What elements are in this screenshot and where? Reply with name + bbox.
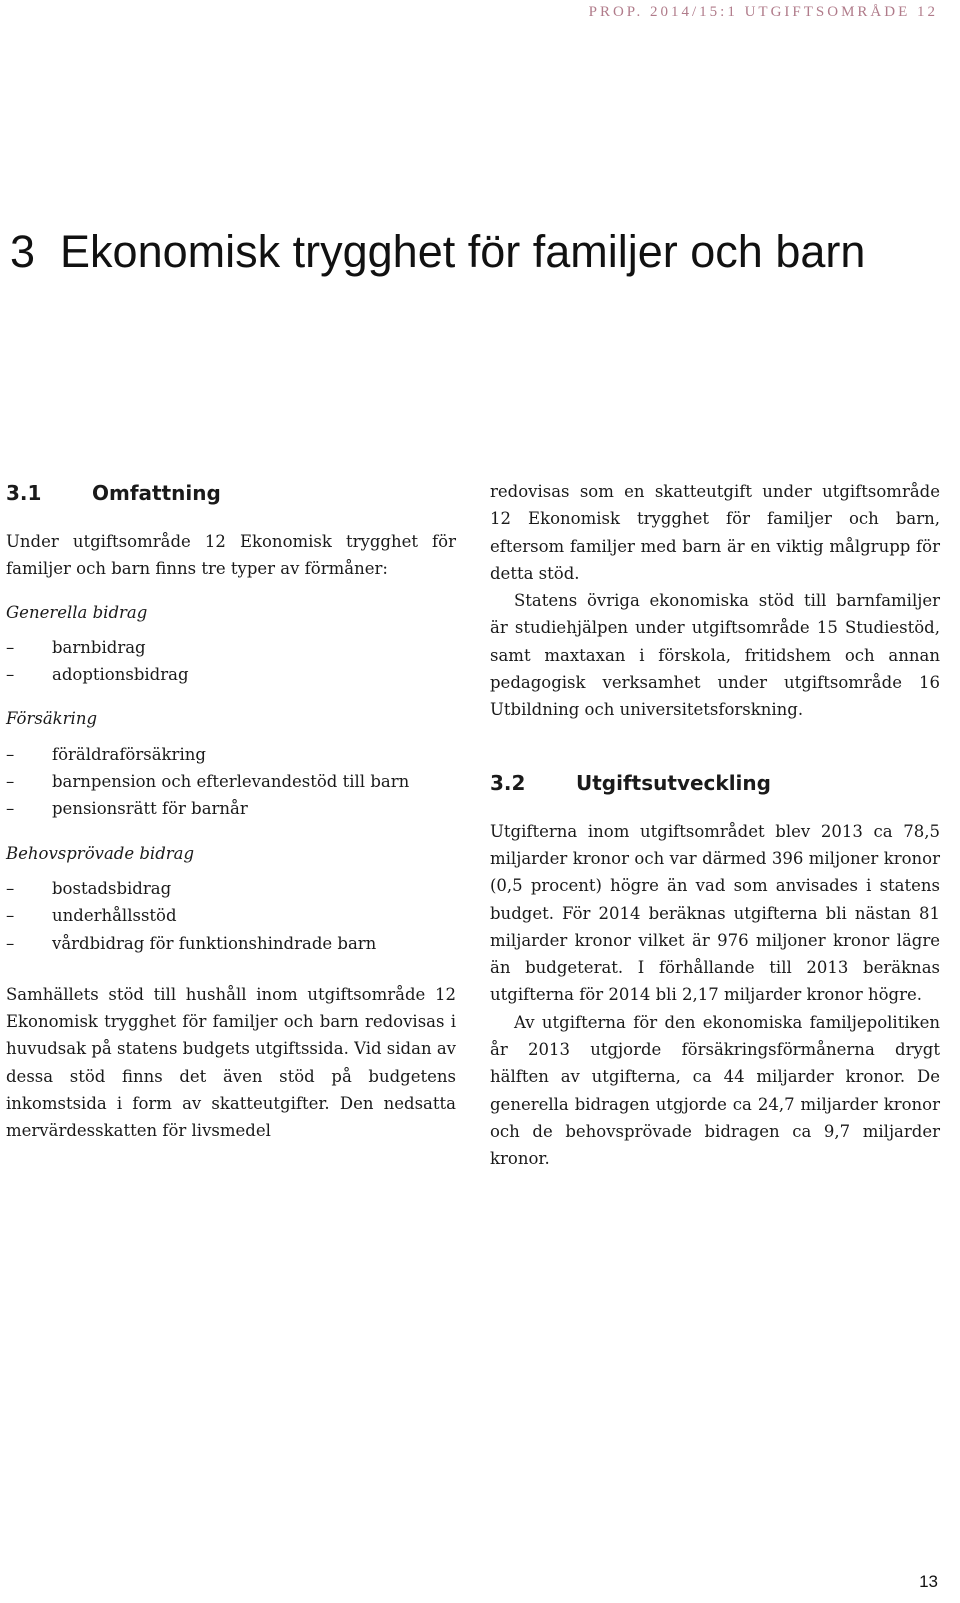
left-column [6,478,456,1145]
section-heading-utgiftsutveckling [490,768,940,798]
list-dash: – [6,906,15,926]
list-item [6,875,456,902]
section-number: 3.1 [6,481,42,505]
section-title: Omfattning [92,481,221,505]
list-item [6,930,456,957]
list-dash: – [6,744,15,764]
list-item-text: pensionsrätt för barnår [52,799,248,819]
section-number: 3.2 [490,770,526,795]
right-column [490,478,940,1173]
list-dash: – [6,878,15,898]
list-item-text: adoptionsbidrag [52,665,189,685]
section-heading-omfattning [6,478,456,508]
paragraph-samhallets-stod: Samhällets stöd till hushåll inom utgiftsområde 12 Ekonomisk trygghet för familjer och barn redovisas i huvudsak på statens budgets utgiftssida. Vid sidan av dessa stöd finns det även stöd på budgetens inkomstsida i form av skatteutgifter. Den nedsatta mervärdesskatten för livsmedel [6,984,456,1141]
list-dash: – [6,665,15,685]
chapter-title [10,226,865,278]
benefit-group [6,599,456,689]
chapter-title-text: Ekonomisk trygghet för familjer och barn [60,226,866,277]
benefit-group-label: Behovsprövade bidrag [6,843,195,863]
benefit-group [6,840,456,957]
list-item [6,661,456,688]
list-item-text: barnbidrag [52,637,146,657]
paragraph-utgifterna: Utgifterna inom utgiftsområdet blev 2013 ca 78,5 miljarder kronor och var därmed 396 miljoner kronor (0,5 procent) högre än vad som anvisades i statens budget. För 2014 beräknas utgifterna bli nästan 81 miljarder kronor vilket är 976 miljoner kronor lägre än budgeterat. I förhållande till 2013 beräknas utgifterna för 2014 bli 2,17 miljarder kronor högre. [490,821,940,1005]
list-dash: – [6,637,15,657]
paragraph-continuation: redovisas som en skatteutgift under utgiftsområde 12 Ekonomisk trygghet för familjer och barn, eftersom familjer med barn är en viktig målgrupp för detta stöd. [490,482,940,583]
list-item [6,795,456,822]
benefit-list [6,634,456,689]
chapter-number: 3 [10,226,36,277]
section-intro: Under utgiftsområde 12 Ekonomisk trygghet för familjer och barn finns tre typer av förmåner: [6,532,456,579]
list-item-text: barnpension och efterlevandestöd till barn [52,772,410,792]
page-number: 13 [919,1572,938,1591]
benefit-group-label: Generella bidrag [6,602,148,622]
list-dash: – [6,933,15,953]
benefit-list [6,741,456,823]
paragraph-familjepolitiken: Av utgifterna för den ekonomiska familjepolitiken år 2013 utgjorde försäkringsförmånerna drygt hälften av utgifterna, ca 44 miljarder kronor. De generella bidragen utgjorde ca 24,7 miljarder kronor och de behovsprövade bidragen ca 9,7 miljarder kronor. [490,1012,940,1169]
list-item-text: föräldraförsäkring [52,744,206,764]
list-dash: – [6,799,15,819]
list-item-text: underhållsstöd [52,906,177,926]
paragraph-ovriga-stod: Statens övriga ekonomiska stöd till barnfamiljer är studiehjälpen under utgiftsområde 15 Studiestöd, samt maxtaxan i förskola, fritidshem och annan pedagogisk verksamhet under utgiftsområde 16 Utbildning och universitetsforskning. [490,591,940,720]
list-item-text: bostadsbidrag [52,878,172,898]
list-item [6,741,456,768]
benefit-list [6,875,456,957]
section-title: Utgiftsutveckling [576,770,771,795]
benefit-group-label: Försäkring [6,709,98,729]
list-item [6,634,456,661]
list-item [6,902,456,929]
running-header: PROP. 2014/15:1 UTGIFTSOMRÅDE 12 [588,4,938,20]
list-item-text: vårdbidrag för funktionshindrade barn [52,933,377,953]
benefit-group [6,705,456,822]
benefit-groups [6,599,456,957]
list-dash: – [6,772,15,792]
list-item [6,768,456,795]
